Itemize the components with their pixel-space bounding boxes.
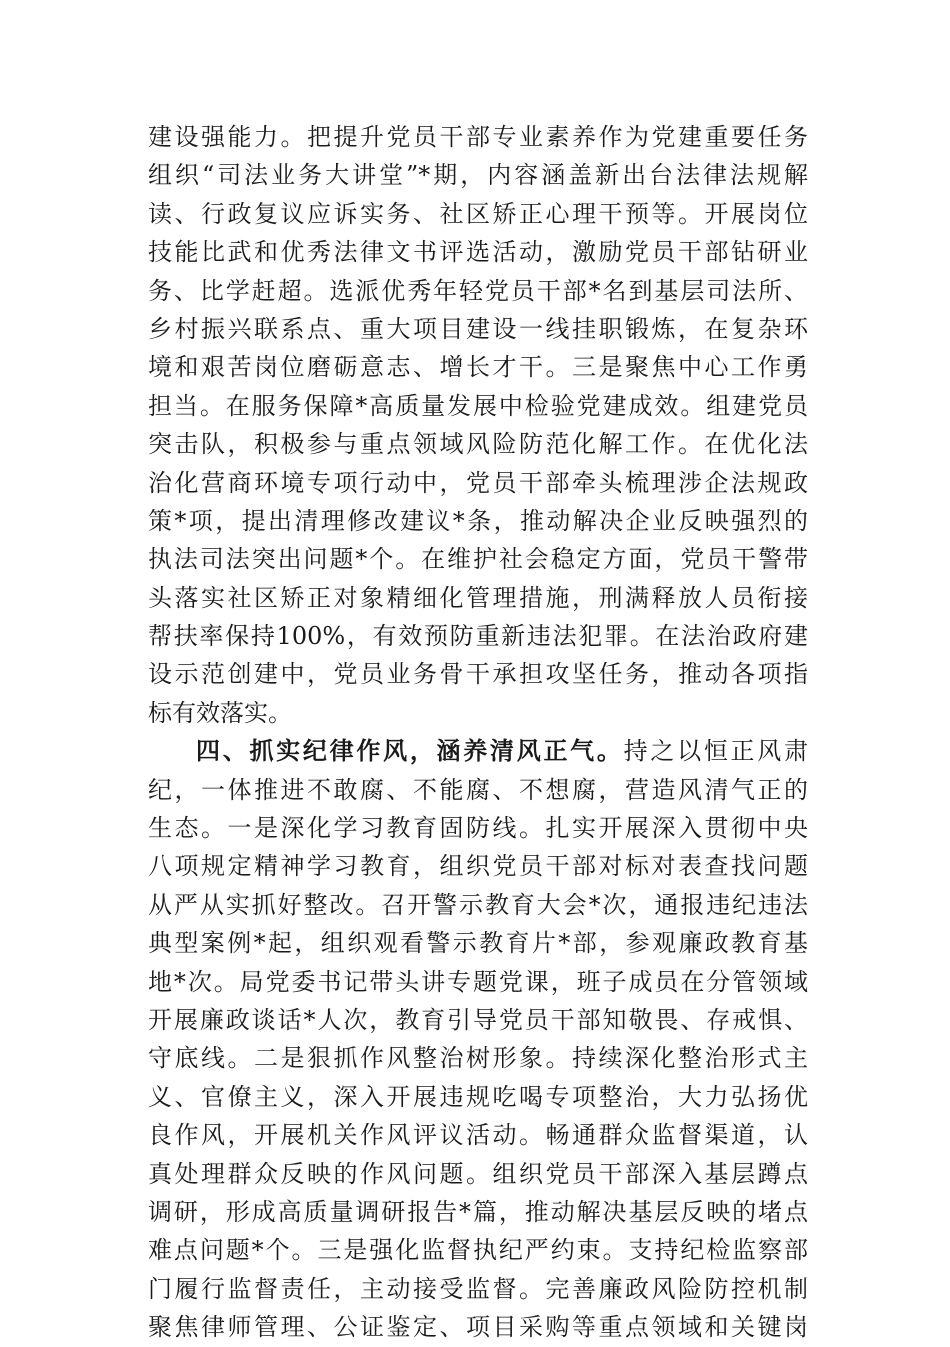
text-line: 头落实社区矫正对象精细化管理措施，刑满释放人员衔接	[148, 583, 808, 612]
text-line: 建设强能力。把提升党员干部专业素养作为党建重要任务	[148, 123, 808, 151]
text-line: 生态。一是深化学习教育固防线。扎实开展深入贯彻中央	[148, 814, 808, 843]
text-line: 纪，一体推进不敢腐、不能腐、不想腐，营造风清气正的	[148, 775, 808, 804]
text-line: 难点问题*个。三是强化监督执纪严约束。支持纪检监察部	[148, 1236, 808, 1265]
text-line: 执法司法突出问题*个。在维护社会稳定方面，党员干警带	[148, 545, 808, 574]
text-line: 帮扶率保持100%，有效预防重新违法犯罪。在法治政府建	[148, 622, 808, 651]
text-line: 真处理群众反映的作风问题。组织党员干部深入基层蹲点	[148, 1159, 808, 1188]
text-line: 守底线。二是狠抓作风整治树形象。持续深化整治形式主	[148, 1044, 808, 1073]
text-line: 良作风，开展机关作风评议活动。畅通群众监督渠道，认	[148, 1121, 808, 1150]
text-line: 从严从实抓好整改。召开警示教育大会*次，通报违纪违法	[148, 890, 808, 919]
text-line: 组织“司法业务大讲堂”*期，内容涵盖新出台法律法规解	[148, 161, 808, 190]
text-line: 技能比武和优秀法律文书评选活动，激励党员干部钻研业	[148, 238, 808, 267]
text-line: 典型案例*起，组织观看警示教育片*部，参观廉政教育基	[148, 929, 808, 958]
section-heading: 四、抓实纪律作风，涵养清风正气。	[196, 736, 624, 766]
text-line: 设示范创建中，党员业务骨干承担攻坚任务，推动各项指	[148, 660, 808, 689]
section-first-line-text: 持之以恒正风肃	[623, 737, 809, 766]
text-line: 担当。在服务保障*高质量发展中检验党建成效。组建党员	[148, 391, 808, 420]
section-first-line	[148, 732, 808, 770]
text-line: 务、比学赶超。选派优秀年轻党员干部*名到基层司法所、	[148, 276, 808, 305]
text-line: 境和艰苦岗位磨砺意志、增长才干。三是聚焦中心工作勇	[148, 353, 808, 382]
text-line: 开展廉政谈话*人次，教育引导党员干部知敬畏、存戒惧、	[148, 1005, 808, 1034]
text-line: 聚焦律师管理、公证鉴定、项目采购等重点领域和关键岗	[148, 1313, 808, 1342]
text-line: 地*次。局党委书记带头讲专题党课，班子成员在分管领域	[148, 967, 808, 996]
body-text	[148, 118, 808, 1347]
text-line: 标有效落实。	[148, 698, 292, 727]
text-line: 治化营商环境专项行动中，党员干部牵头梳理涉企法规政	[148, 468, 808, 497]
text-line: 门履行监督责任，主动接受监督。完善廉政风险防控机制	[148, 1274, 808, 1303]
text-line: 读、行政复议应诉实务、社区矫正心理干预等。开展岗位	[148, 199, 808, 228]
text-line: 调研，形成高质量调研报告*篇，推动解决基层反映的堵点	[148, 1197, 808, 1226]
text-line: 乡村振兴联系点、重大项目建设一线挂职锻炼，在复杂环	[148, 314, 808, 343]
text-line: 策*项，提出清理修改建议*条，推动解决企业反映强烈的	[148, 506, 808, 535]
text-line: 义、官僚主义，深入开展违规吃喝专项整治，大力弘扬优	[148, 1082, 808, 1111]
text-line: 八项规定精神学习教育，组织党员干部对标对表查找问题	[148, 852, 808, 881]
text-line: 突击队，积极参与重点领域风险防范化解工作。在优化法	[148, 430, 808, 459]
